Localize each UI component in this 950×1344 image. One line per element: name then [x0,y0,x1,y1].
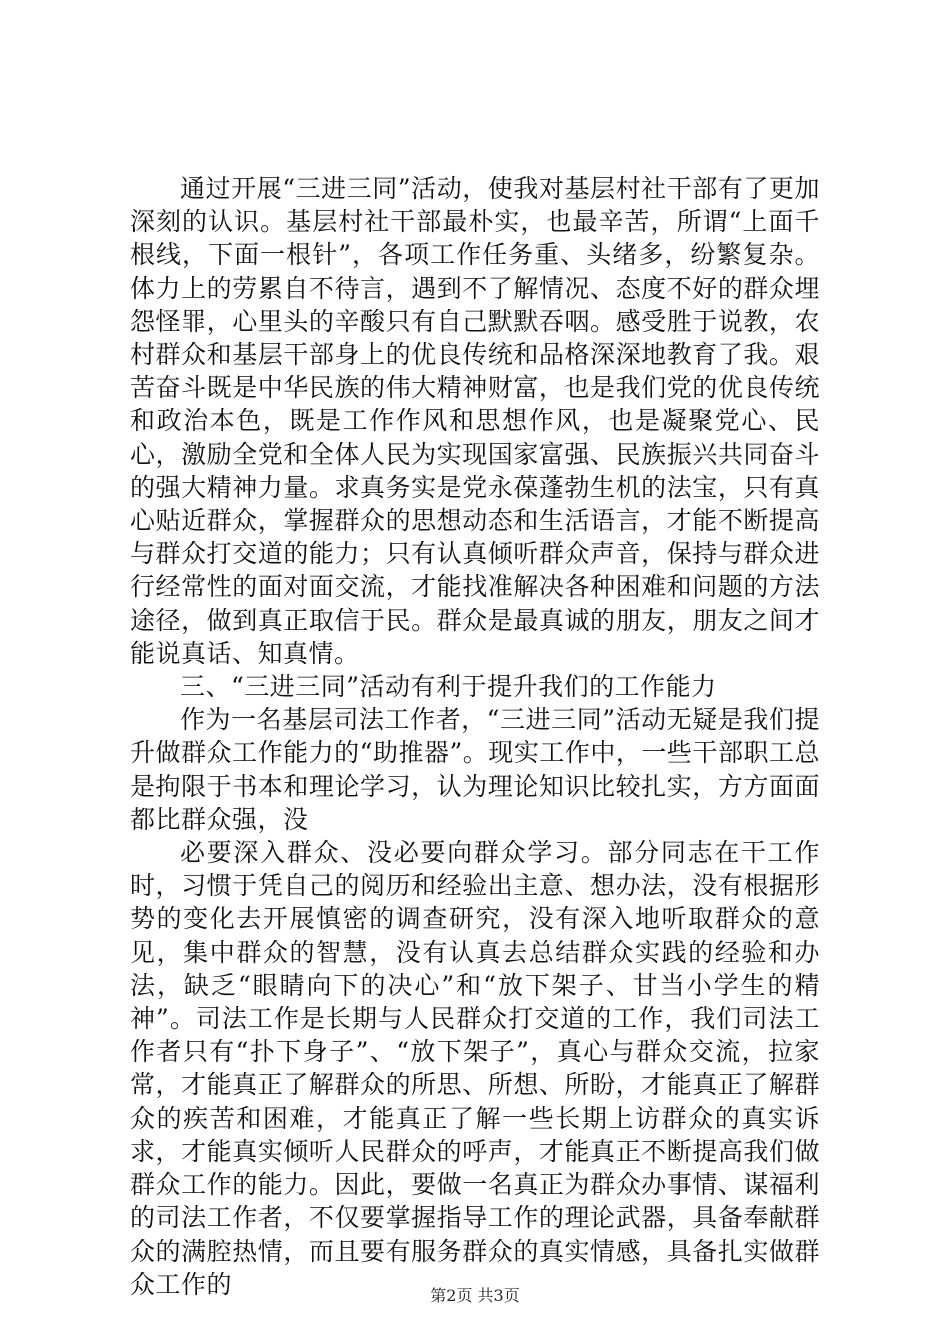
page-footer: 第2页 共3页 [430,1286,520,1305]
paragraph-3: 必要深入群众、没必要向群众学习。部分同志在干工作时，习惯于凭自己的阅历和经验出主意、想办法，没有根据形势的变化去开展慎密的调查研究，没有深入地听取群众的意见，集中群众的智慧，没有认真去总结群众实践的经验和办法，缺乏“眼睛向下的决心”和“放下架子、甘当小学生的精神”。司法工作是长期与人民群众打交道的工作，我们司法工作者只有“扑下身子”、“放下架子”，真心与群众交流，拉家常，才能真正了解群众的所思、所想、所盼，才能真正了解群众的疾苦和困难，才能真正了解一些长期上访群众的真实诉求，才能真实倾听人民群众的呼声，才能真正不断提高我们做群众工作的能力。因此，要做一名真正为群众办事情、谋福利的司法工作者，不仅要掌握指导工作的理论武器，具备奉献群众的满腔热情，而且要有服务群众的真实情感，具备扎实做群众工作的 [130,838,820,1299]
document-body [130,172,820,1301]
paragraph-1: 通过开展“三进三同”活动，使我对基层村社干部有了更加深刻的认识。基层村社干部最朴实，也最辛苦，所谓“上面千根线，下面一根针”，各项工作任务重、头绪多，纷繁复杂。体力上的劳累自不待言，遇到不了解情况、态度不好的群众埋怨怪罪，心里头的辛酸只有自己默默吞咽。感受胜于说教，农村群众和基层干部身上的优良传统和品格深深地教育了我。艰苦奋斗既是中华民族的伟大精神财富，也是我们党的优良传统和政治本色，既是工作作风和思想作风，也是凝聚党心、民心，激励全党和全体人民为实现国家富强、民族振兴共同奋斗的强大精神力量。求真务实是党永葆蓬勃生机的法宝，只有真心贴近群众，掌握群众的思想动态和生活语言，才能不断提高与群众打交道的能力；只有认真倾听群众声音，保持与群众进行经常性的面对面交流，才能找准解决各种困难和问题的方法途径，做到真正取信于民。群众是最真诚的朋友，朋友之间才能说真话、知真情。 [130,174,820,668]
paragraph-2: 作为一名基层司法工作者，“三进三同”活动无疑是我们提升做群众工作能力的“助推器”。现实工作中，一些干部职工总是拘限于书本和理论学习，认为理论知识比较扎实，方方面面都比群众强，没 [130,705,820,834]
section-heading: 三、“三进三同”活动有利于提升我们的工作能力 [180,672,717,702]
